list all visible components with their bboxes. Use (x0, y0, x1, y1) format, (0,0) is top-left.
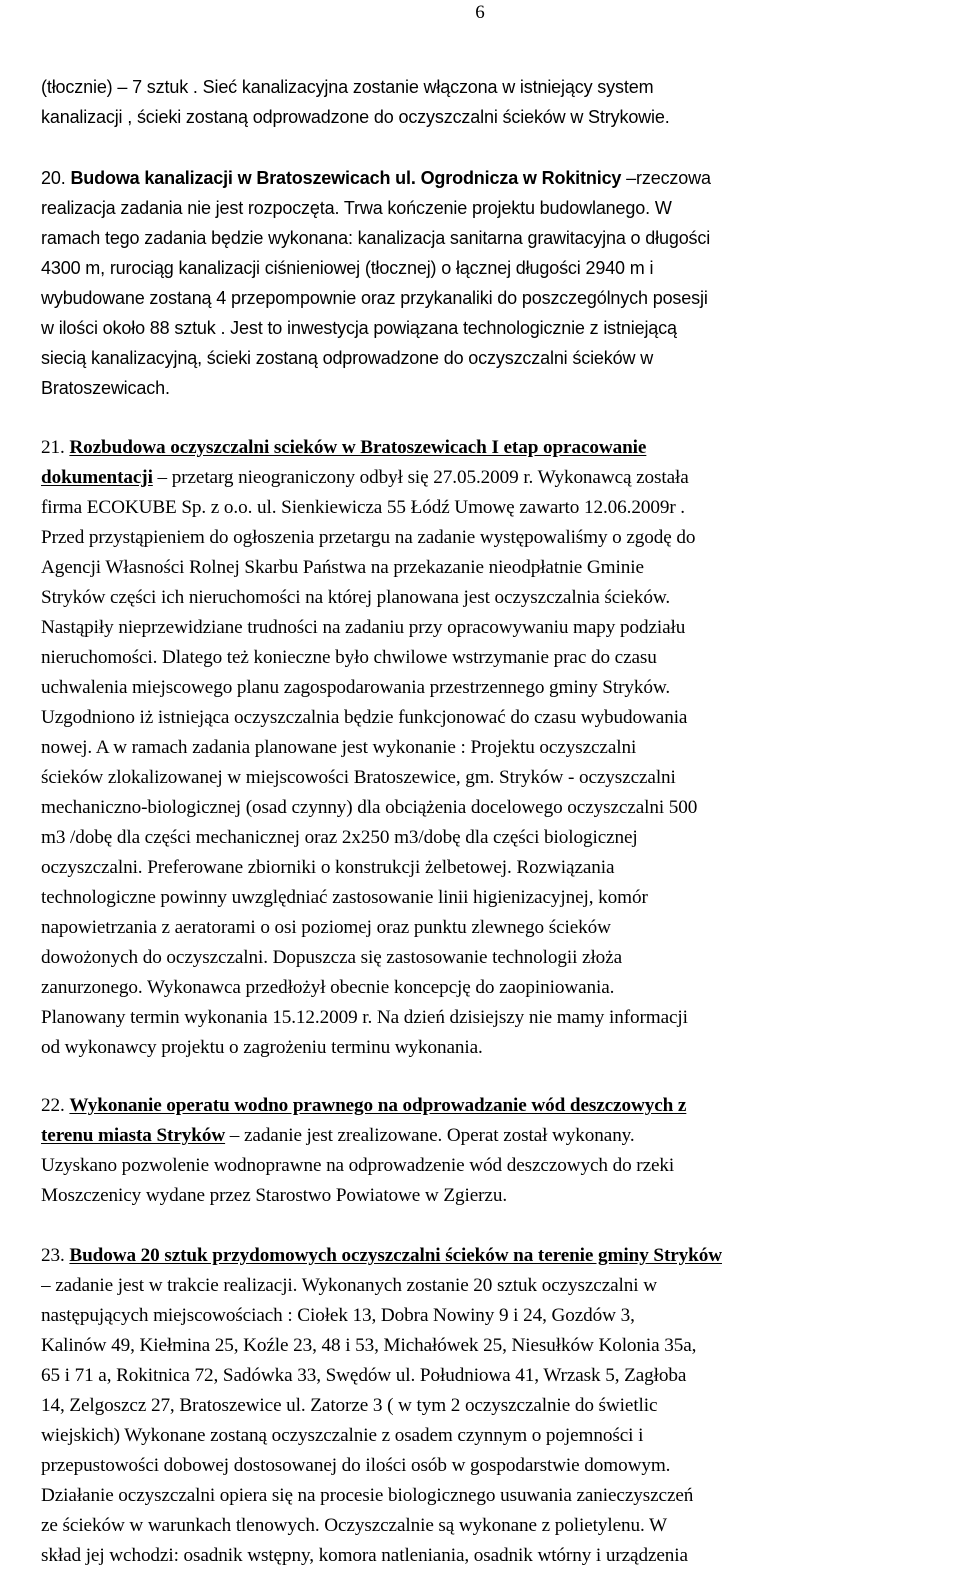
text-line: siecią kanalizacyjną, ścieki zostaną odprowadzone do oczyszczalni ścieków w (41, 348, 654, 368)
text-line: oczyszczalni. Preferowane zbiorniki o konstrukcji żelbetowej. Rozwiązania (41, 857, 615, 878)
text-line: mechaniczno-biologicznej (osad czynny) dla obciążenia docelowego oczyszczalni 500 (41, 797, 698, 818)
item-heading-continued: dokumentacji (41, 467, 153, 488)
text-line: kanalizacji , ścieki zostaną odprowadzone do oczyszczalni ścieków w Strykowie. (41, 107, 670, 127)
text-line: następujących miejscowościach : Ciołek 13, Dobra Nowiny 9 i 24, Gozdów 3, (41, 1305, 635, 1326)
page-number: 6 (475, 2, 485, 23)
item-heading: Budowa 20 sztuk przydomowych oczyszczalni ścieków na terenie gminy Stryków (69, 1245, 722, 1266)
item-number: 20. (41, 168, 66, 188)
text-line: 65 i 71 a, Rokitnica 72, Sadówka 33, Swędów ul. Południowa 41, Wrzask 5, Zagłoba (41, 1365, 687, 1386)
item-heading: Wykonanie operatu wodno prawnego na odprowadzanie wód deszczowych z (69, 1095, 687, 1116)
text-line: realizacja zadania nie jest rozpoczęta. Trwa kończenie projektu budowlanego. W (41, 198, 672, 218)
text-line: w ilości około 88 sztuk . Jest to inwestycja powiązana technologicznie z istniejącą (41, 318, 677, 338)
item-heading-continued: terenu miasta Stryków (41, 1125, 226, 1146)
text-line: dowożonych do oczyszczalni. Dopuszcza się zastosowanie technologii złoża (41, 947, 622, 968)
text-line: ze ścieków w warunkach tlenowych. Oczyszczalnie są wykonane z polietylenu. W (41, 1515, 668, 1536)
text-line: napowietrzania z aeratorami o osi poziomej oraz punktu zlewnego ścieków (41, 917, 611, 938)
item-number: 23. (41, 1245, 65, 1266)
item-heading-location: Ogrodnicza w Rokitnicy (420, 168, 622, 188)
text-line: – zadanie jest w trakcie realizacji. Wykonanych zostanie 20 sztuk oczyszczalni w (41, 1275, 657, 1296)
item-23 (41, 1241, 946, 1571)
item-22 (41, 1091, 946, 1211)
text-line: technologiczne powinny uwzględniać zastosowanie linii higienizacyjnej, komór (41, 887, 648, 908)
text-line: Uzyskano pozwolenie wodnoprawne na odprowadzenie wód deszczowych do rzeki (41, 1155, 675, 1176)
text-line: nieruchomości. Dlatego też konieczne było chwilowe wstrzymanie prac do czasu (41, 647, 657, 668)
text-line: Kalinów 49, Kiełmina 25, Koźle 23, 48 i 53, Michałówek 25, Niesułków Kolonia 35a, (41, 1335, 697, 1356)
text-line: ramach tego zadania będzie wykonana: kanalizacja sanitarna grawitacyjna o długości (41, 228, 711, 248)
item-22-first-line (41, 1091, 946, 1121)
item-heading: Rozbudowa oczyszczalni scieków w Bratoszewicach I etap opracowanie (69, 437, 647, 458)
text-line: skład jej wchodzi: osadnik wstępny, komora natleniania, osadnik wtórny i urządzenia (41, 1545, 688, 1566)
item-heading: Budowa kanalizacji w Bratoszewicach ul. (70, 168, 416, 188)
text-line: Uzgodniono iż istniejąca oczyszczalnia będzie funkcjonować do czasu wybudowania (41, 707, 688, 728)
item-text: –rzeczowa (621, 168, 711, 188)
text-line: Agencji Własności Rolnej Skarbu Państwa na przekazanie nieodpłatnie Gminie (41, 557, 644, 578)
text-line: Przed przystąpieniem do ogłoszenia przetargu na zadanie występowaliśmy o zgodę do (41, 527, 696, 548)
text-line: od wykonawcy projektu o zagrożeniu terminu wykonania. (41, 1037, 483, 1058)
text-line: Bratoszewicach. (41, 378, 170, 398)
item-21-first-line (41, 433, 946, 463)
intro-paragraph (41, 72, 946, 132)
text-line: wybudowane zostaną 4 przepompownie oraz przykanaliki do poszczególnych posesji (41, 288, 708, 308)
text-line: 14, Zelgoszcz 27, Bratoszewice ul. Zatorze 3 ( w tym 2 oczyszczalnie do świetlic (41, 1395, 658, 1416)
item-22-second-line (41, 1121, 946, 1151)
text-line: przepustowości dobowej dostosowanej do ilości osób w gospodarstwie domowym. (41, 1455, 671, 1476)
text-line: m3 /dobę dla części mechanicznej oraz 2x250 m3/dobę dla części biologicznej (41, 827, 638, 848)
text-line: zanurzonego. Wykonawca przedłożył obecnie koncepcję do zaopiniowania. (41, 977, 615, 998)
text-line: 4300 m, rurociąg kanalizacji ciśnieniowej (tłocznej) o łącznej długości 2940 m i (41, 258, 654, 278)
text-line: uchwalenia miejscowego planu zagospodarowania przestrzennego gminy Stryków. (41, 677, 671, 698)
text-line: Działanie oczyszczalni opiera się na procesie biologicznego usuwania zanieczyszczeń (41, 1485, 694, 1506)
text-line: nowej. A w ramach zadania planowane jest wykonanie : Projektu oczyszczalni (41, 737, 637, 758)
text-line: Nastąpiły nieprzewidziane trudności na zadaniu przy opracowywaniu mapy podziału (41, 617, 686, 638)
item-text: – przetarg nieograniczony odbył się 27.05.2009 r. Wykonawcą została (152, 467, 689, 488)
item-21 (41, 433, 946, 1063)
item-20-first-line (41, 163, 946, 193)
text-line: firma ECOKUBE Sp. z o.o. ul. Sienkiewicza 55 Łódź Umowę zawarto 12.06.2009r . (41, 497, 686, 518)
text-line: Moszczenicy wydane przez Starostwo Powiatowe w Zgierzu. (41, 1185, 508, 1206)
text-line: Planowany termin wykonania 15.12.2009 r. Na dzień dzisiejszy nie mamy informacji (41, 1007, 688, 1028)
text-line: Stryków części ich nieruchomości na której planowana jest oczyszczalnia ścieków. (41, 587, 671, 608)
item-text: – zadanie jest zrealizowane. Operat został wykonany. (225, 1125, 635, 1146)
item-23-first-line (41, 1241, 946, 1271)
text-line: ścieków zlokalizowanej w miejscowości Bratoszewice, gm. Stryków - oczyszczalni (41, 767, 676, 788)
text-line: (tłocznie) – 7 sztuk . Sieć kanalizacyjna zostanie włączona w istniejący system (41, 77, 654, 97)
text-line: wiejskich) Wykonane zostaną oczyszczalnie z osadem czynnym o pojemności i (41, 1425, 644, 1446)
item-number: 22. (41, 1095, 65, 1116)
item-number: 21. (41, 437, 65, 458)
item-21-second-line (41, 463, 946, 493)
item-20 (41, 163, 946, 403)
